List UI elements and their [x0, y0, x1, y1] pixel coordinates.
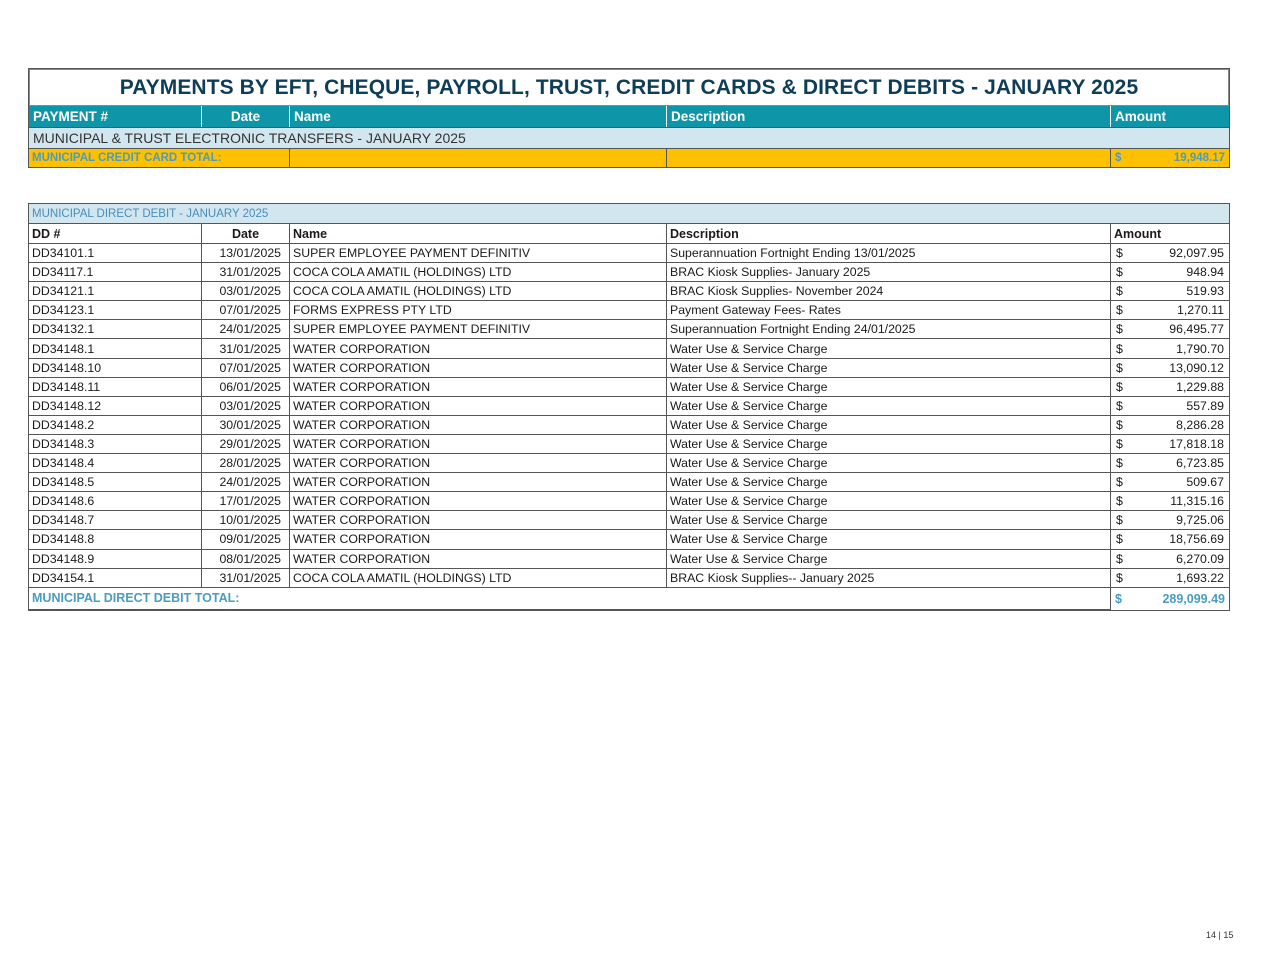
dd-date: 30/01/2025	[202, 416, 290, 434]
dd-amount	[1111, 339, 1229, 357]
header-date: Date	[202, 106, 290, 127]
dd-description: Superannuation Fortnight Ending 13/01/2025	[667, 244, 1111, 262]
currency-symbol: $	[1116, 456, 1123, 471]
header-description: Description	[667, 106, 1111, 127]
dd-name: WATER CORPORATION	[290, 359, 667, 377]
currency-symbol: $	[1116, 513, 1123, 528]
table-row	[29, 282, 1229, 301]
header-name: Name	[290, 224, 667, 243]
dd-amount	[1111, 454, 1229, 472]
currency-symbol: $	[1116, 551, 1123, 566]
dd-date: 13/01/2025	[202, 244, 290, 262]
dd-number: DD34117.1	[29, 263, 202, 281]
dd-amount	[1111, 378, 1229, 396]
amount-value: 289,099.49	[1162, 591, 1225, 606]
header-amount: Amount	[1114, 226, 1162, 241]
dd-date: 08/01/2025	[202, 550, 290, 568]
direct-debit-rows	[29, 244, 1229, 588]
dd-number: DD34121.1	[29, 282, 202, 300]
amount-value: 6,723.85	[1176, 456, 1224, 471]
dd-amount	[1111, 263, 1229, 281]
currency-symbol: $	[1116, 398, 1123, 413]
currency-symbol: $	[1116, 303, 1123, 318]
dd-name: WATER CORPORATION	[290, 378, 667, 396]
dd-name: WATER CORPORATION	[290, 435, 667, 453]
currency-symbol: $	[1116, 494, 1123, 509]
currency-symbol: $	[1116, 532, 1123, 547]
credit-card-total-label: MUNICIPAL CREDIT CARD TOTAL:	[29, 149, 290, 167]
dd-name: WATER CORPORATION	[290, 339, 667, 357]
table-row	[29, 435, 1229, 454]
dd-description: Water Use & Service Charge	[667, 550, 1111, 568]
credit-card-empty-cell	[667, 149, 1111, 167]
table-row	[29, 397, 1229, 416]
dd-amount	[1111, 244, 1229, 262]
dd-name: WATER CORPORATION	[290, 530, 667, 548]
dd-number: DD34148.12	[29, 397, 202, 415]
dd-number: DD34148.4	[29, 454, 202, 472]
dd-description: Water Use & Service Charge	[667, 397, 1111, 415]
dd-number: DD34148.6	[29, 492, 202, 510]
currency-symbol: $	[1115, 152, 1122, 164]
dd-amount	[1111, 550, 1229, 568]
header-dd: DD #	[29, 224, 202, 243]
dd-date: 28/01/2025	[202, 454, 290, 472]
dd-number: DD34148.3	[29, 435, 202, 453]
dd-description: Water Use & Service Charge	[667, 339, 1111, 357]
dd-amount	[1111, 435, 1229, 453]
currency-symbol: $	[1116, 341, 1123, 356]
table-row	[29, 378, 1229, 397]
dd-number: DD34148.11	[29, 378, 202, 396]
credit-card-total-amount	[1111, 149, 1229, 167]
dd-amount	[1111, 301, 1229, 319]
amount-value: 17,818.18	[1169, 436, 1224, 451]
dd-name: SUPER EMPLOYEE PAYMENT DEFINITIV	[290, 320, 667, 338]
dd-description: Superannuation Fortnight Ending 24/01/2025	[667, 320, 1111, 338]
dd-name: COCA COLA AMATIL (HOLDINGS) LTD	[290, 282, 667, 300]
dd-name: SUPER EMPLOYEE PAYMENT DEFINITIV	[290, 244, 667, 262]
dd-amount	[1111, 569, 1229, 587]
direct-debit-total-amount	[1111, 588, 1229, 610]
dd-description: Water Use & Service Charge	[667, 530, 1111, 548]
dd-date: 24/01/2025	[202, 473, 290, 491]
table-row	[29, 530, 1229, 549]
direct-debit-table	[28, 203, 1230, 611]
amount-value: 1,693.22	[1176, 570, 1224, 585]
header-date: Date	[202, 224, 290, 243]
currency-symbol: $	[1116, 436, 1123, 451]
payments-summary-table	[28, 68, 1230, 168]
credit-card-total-row	[29, 148, 1229, 167]
dd-description: Water Use & Service Charge	[667, 378, 1111, 396]
dd-name: WATER CORPORATION	[290, 397, 667, 415]
dd-description: Water Use & Service Charge	[667, 511, 1111, 529]
currency-symbol: $	[1116, 360, 1123, 375]
direct-debit-section-label: MUNICIPAL DIRECT DEBIT - JANUARY 2025	[29, 204, 1229, 224]
table-row	[29, 473, 1229, 492]
dd-description: BRAC Kiosk Supplies-- January 2025	[667, 569, 1111, 587]
dd-number: DD34154.1	[29, 569, 202, 587]
dd-name: COCA COLA AMATIL (HOLDINGS) LTD	[290, 263, 667, 281]
amount-value: 1,270.11	[1177, 303, 1224, 318]
currency-symbol: $	[1116, 570, 1123, 585]
amount-value: 9,725.06	[1176, 513, 1224, 528]
dd-name: WATER CORPORATION	[290, 473, 667, 491]
amount-value: 1,229.88	[1176, 379, 1224, 394]
amount-value: 557.89	[1186, 398, 1224, 413]
dd-date: 06/01/2025	[202, 378, 290, 396]
page-number: 14 | 15	[1206, 930, 1234, 940]
table-row	[29, 511, 1229, 530]
dd-number: DD34148.1	[29, 339, 202, 357]
table-row	[29, 492, 1229, 511]
dd-amount	[1111, 530, 1229, 548]
amount-value: 6,270.09	[1176, 551, 1224, 566]
currency-symbol: $	[1115, 591, 1122, 606]
credit-card-empty-cell	[290, 149, 667, 167]
dd-number: DD34148.8	[29, 530, 202, 548]
dd-number: DD34148.5	[29, 473, 202, 491]
currency-symbol: $	[1116, 475, 1123, 490]
dd-number: DD34148.7	[29, 511, 202, 529]
amount-value: 1,790.70	[1176, 341, 1224, 356]
dd-amount	[1111, 397, 1229, 415]
header-description: Description	[667, 224, 1111, 243]
dd-date: 10/01/2025	[202, 511, 290, 529]
dd-amount	[1111, 473, 1229, 491]
table-row	[29, 569, 1229, 588]
dd-description: Water Use & Service Charge	[667, 454, 1111, 472]
amount-value: 8,286.28	[1176, 417, 1224, 432]
dd-date: 17/01/2025	[202, 492, 290, 510]
dd-number: DD34148.9	[29, 550, 202, 568]
currency-symbol: $	[1116, 246, 1123, 261]
currency-symbol: $	[1116, 265, 1123, 280]
dd-number: DD34123.1	[29, 301, 202, 319]
dd-description: Water Use & Service Charge	[667, 359, 1111, 377]
table-row	[29, 454, 1229, 473]
dd-description: Water Use & Service Charge	[667, 473, 1111, 491]
dd-date: 03/01/2025	[202, 282, 290, 300]
dd-name: WATER CORPORATION	[290, 416, 667, 434]
direct-debit-total-row	[29, 588, 1229, 610]
table-row	[29, 301, 1229, 320]
table-row	[29, 339, 1229, 358]
dd-amount	[1111, 282, 1229, 300]
header-name: Name	[290, 106, 667, 127]
table-row	[29, 320, 1229, 339]
dd-date: 24/01/2025	[202, 320, 290, 338]
table-row	[29, 550, 1229, 569]
direct-debit-total-label: MUNICIPAL DIRECT DEBIT TOTAL:	[29, 588, 1111, 610]
dd-date: 03/01/2025	[202, 397, 290, 415]
dd-description: BRAC Kiosk Supplies- January 2025	[667, 263, 1111, 281]
amount-value: 96,495.77	[1169, 322, 1224, 337]
amount-value: 519.93	[1186, 284, 1224, 299]
dd-date: 29/01/2025	[202, 435, 290, 453]
dd-name: FORMS EXPRESS PTY LTD	[290, 301, 667, 319]
amount-value: 948.94	[1186, 265, 1224, 280]
table-row	[29, 263, 1229, 282]
amount-value: 13,090.12	[1169, 360, 1224, 375]
table-row	[29, 244, 1229, 263]
dd-description: Water Use & Service Charge	[667, 435, 1111, 453]
dd-date: 31/01/2025	[202, 339, 290, 357]
payments-header-row	[29, 106, 1229, 127]
dd-date: 31/01/2025	[202, 569, 290, 587]
dd-description: Water Use & Service Charge	[667, 492, 1111, 510]
dd-number: DD34148.2	[29, 416, 202, 434]
amount-value: 11,315.16	[1170, 494, 1224, 509]
header-amount: Amount	[1115, 109, 1166, 124]
dd-amount	[1111, 359, 1229, 377]
currency-symbol: $	[1116, 379, 1123, 394]
dd-name: WATER CORPORATION	[290, 511, 667, 529]
dd-amount	[1111, 492, 1229, 510]
dd-date: 09/01/2025	[202, 530, 290, 548]
currency-symbol: $	[1116, 322, 1123, 337]
dd-description: Water Use & Service Charge	[667, 416, 1111, 434]
amount-value: 509.67	[1186, 475, 1224, 490]
table-row	[29, 416, 1229, 435]
dd-description: Payment Gateway Fees- Rates	[667, 301, 1111, 319]
direct-debit-header-row	[29, 224, 1229, 244]
dd-date: 31/01/2025	[202, 263, 290, 281]
amount-value: 92,097.95	[1169, 246, 1224, 261]
dd-amount	[1111, 416, 1229, 434]
currency-symbol: $	[1116, 417, 1123, 432]
table-row	[29, 359, 1229, 378]
dd-date: 07/01/2025	[202, 301, 290, 319]
dd-name: WATER CORPORATION	[290, 492, 667, 510]
dd-amount	[1111, 320, 1229, 338]
dd-number: DD34101.1	[29, 244, 202, 262]
dd-date: 07/01/2025	[202, 359, 290, 377]
dd-name: COCA COLA AMATIL (HOLDINGS) LTD	[290, 569, 667, 587]
dd-number: DD34148.10	[29, 359, 202, 377]
dd-amount	[1111, 511, 1229, 529]
dd-name: WATER CORPORATION	[290, 550, 667, 568]
eft-section-label: MUNICIPAL & TRUST ELECTRONIC TRANSFERS - JANUARY 2025	[29, 127, 1229, 148]
amount-value: 19,948.17	[1173, 152, 1225, 164]
amount-value: 18,756.69	[1169, 532, 1224, 547]
dd-description: BRAC Kiosk Supplies- November 2024	[667, 282, 1111, 300]
page-title: PAYMENTS BY EFT, CHEQUE, PAYROLL, TRUST, CREDIT CARDS & DIRECT DEBITS - JANUARY 2025	[29, 69, 1229, 106]
currency-symbol: $	[1116, 284, 1123, 299]
dd-name: WATER CORPORATION	[290, 454, 667, 472]
dd-number: DD34132.1	[29, 320, 202, 338]
header-payment: PAYMENT #	[29, 106, 202, 127]
